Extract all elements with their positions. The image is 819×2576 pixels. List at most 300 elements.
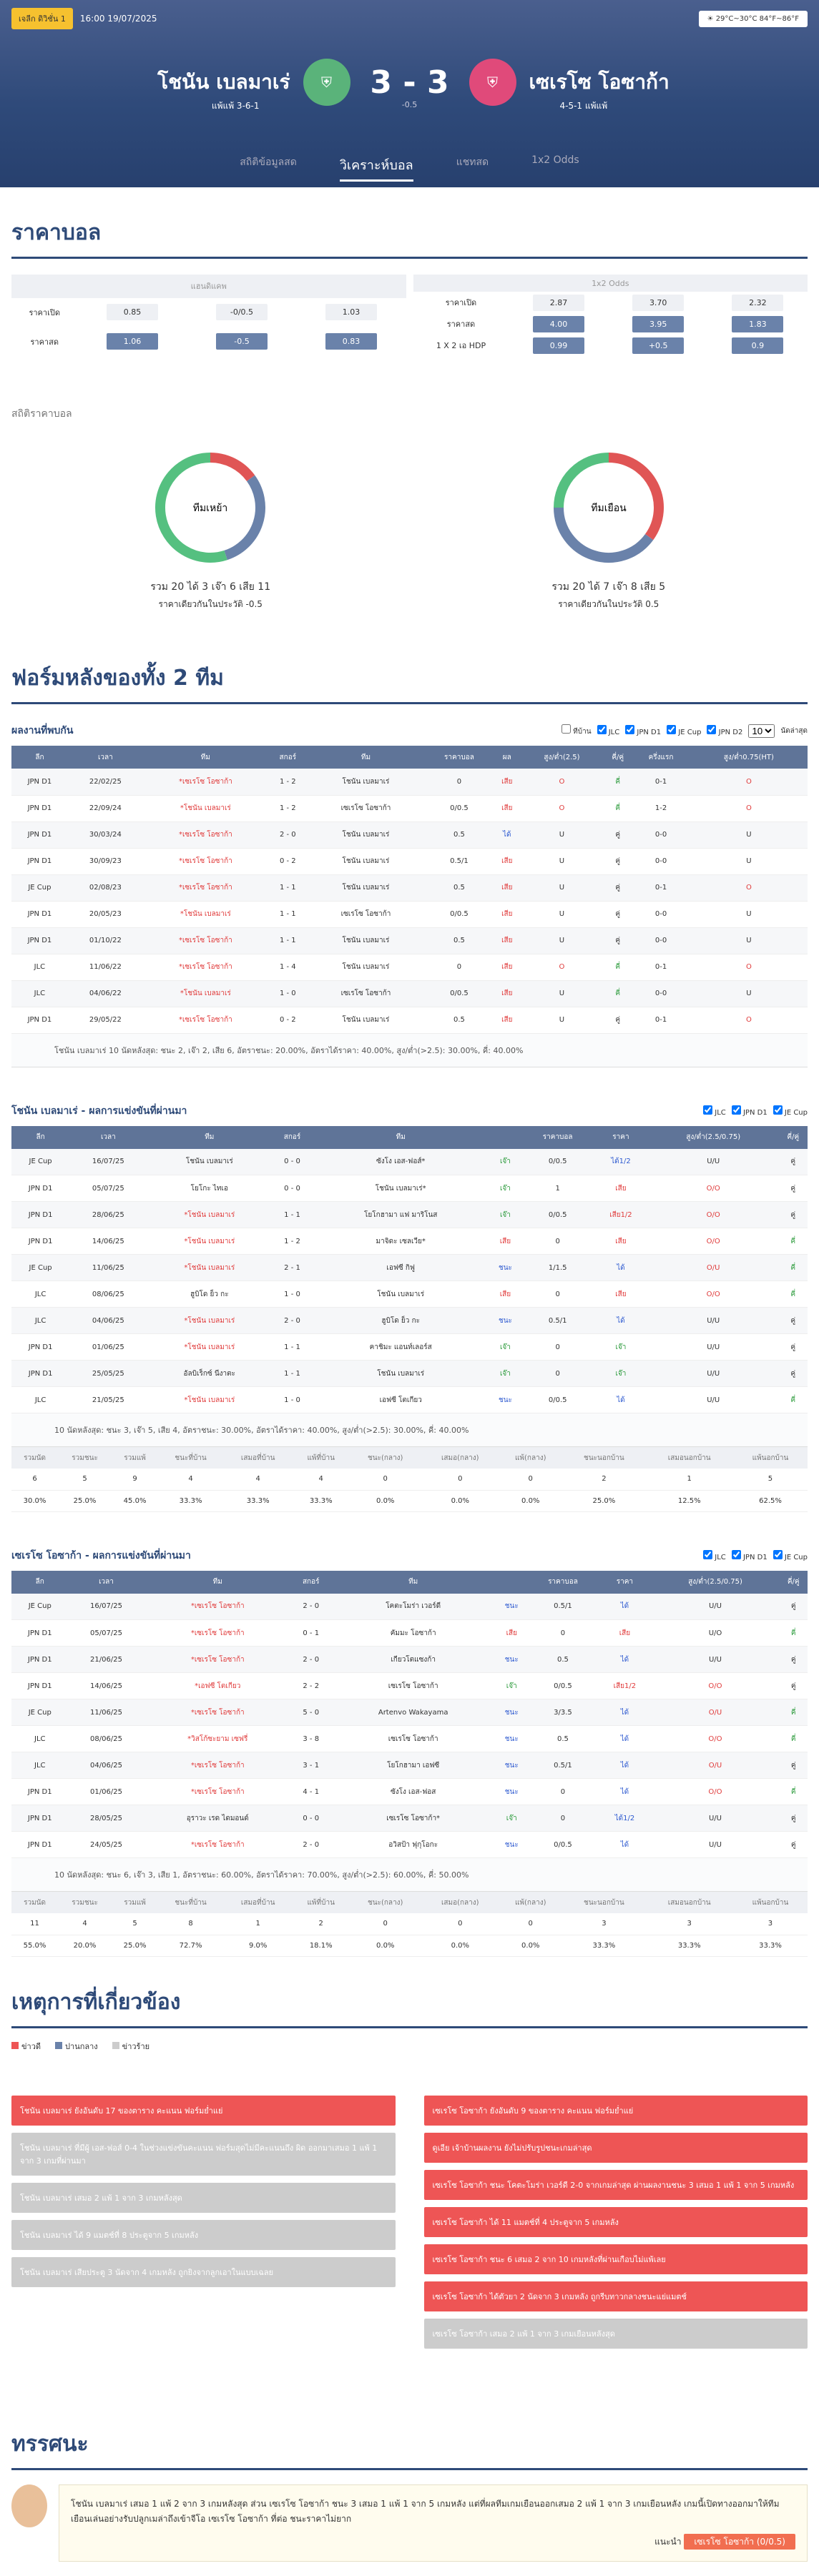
stat-cell: 33.3% [223, 1490, 293, 1511]
col-header: เวลา [69, 1571, 144, 1594]
table-row[interactable] [11, 1202, 808, 1228]
table-cell: JPN D1 [11, 848, 68, 874]
table-cell: *เซเรโซ โอซาก้า [143, 927, 268, 954]
stat-cell: 25.0% [58, 1490, 112, 1511]
table-cell: JLC [11, 1281, 69, 1308]
table-cell: *เซเรโซ โอซาก้า [144, 1752, 291, 1779]
stat-header: เสมอที่บ้าน [223, 1447, 293, 1469]
table-cell: ได้ [598, 1779, 651, 1805]
filter-je-cup[interactable]: JE Cup [773, 1550, 808, 1561]
table-cell: เจ๊า [594, 1334, 648, 1361]
event-item[interactable]: โชนัน เบลมาเร่ เสมอ 2 แพ้ 1 จาก 3 เกมหลังสุด [11, 2183, 396, 2213]
event-item[interactable]: โชนัน เบลมาเร่ ได้ 9 แมตช์ที่ 8 ประตูจาก 5 เกมหลัง [11, 2220, 396, 2250]
col-header [489, 1126, 522, 1149]
filter-jpn-d2[interactable]: JPN D2 [707, 725, 742, 736]
match-tabs [0, 150, 819, 182]
odds-cell: 0.99 [533, 337, 584, 354]
table-cell: *โชนัน เบลมาเร่ [147, 1308, 272, 1334]
table-cell: ได้1/2 [598, 1805, 651, 1832]
table-cell: 1 [521, 1175, 594, 1202]
table-cell: โยโกฮามา เอฟซี [331, 1752, 496, 1779]
table-cell: *โชนัน เบลมาเร่ [143, 980, 268, 1007]
table-row[interactable] [11, 1281, 808, 1308]
table-row[interactable] [11, 1673, 808, 1699]
odds-cell: 4.00 [533, 316, 584, 332]
table-cell: 1 - 1 [272, 1202, 313, 1228]
filter-jpn-d1[interactable]: JPN D1 [732, 1550, 767, 1561]
table-cell: JPN D1 [11, 1202, 69, 1228]
table-cell: 1 - 1 [268, 901, 308, 927]
table-cell: JPN D1 [11, 1805, 69, 1832]
table-cell: O/O [648, 1175, 779, 1202]
col-header: สกอร์ [291, 1571, 331, 1594]
tab-analysis[interactable]: วิเคราะห์บอล [340, 150, 413, 182]
table-cell: คี่ [604, 795, 632, 821]
table-row[interactable] [11, 1255, 808, 1281]
table-cell: เสีย [496, 1620, 528, 1647]
table-cell: 0-0 [632, 821, 690, 848]
table-cell: 0 - 1 [291, 1620, 331, 1647]
table-cell: อุราวะ เรด ไดมอนด์ [144, 1805, 291, 1832]
home-donut-chart [153, 450, 268, 565]
weather-text: 29°C~30°C 84°F~86°F [715, 14, 799, 23]
table-row[interactable] [11, 1805, 808, 1832]
table-cell: คี่ [779, 1387, 808, 1413]
table-row[interactable] [11, 795, 808, 821]
table-cell: คี่ [779, 1620, 808, 1647]
table-cell: O [690, 769, 808, 795]
h2h-title: ผลงานที่พบกัน [11, 725, 74, 736]
table-cell: 0.5/1 [528, 1594, 599, 1620]
table-cell: U/U [652, 1594, 780, 1620]
table-row[interactable] [11, 1752, 808, 1779]
table-cell: U [690, 821, 808, 848]
filter-jpn-d1[interactable]: JPN D1 [625, 725, 661, 736]
table-cell: 04/06/25 [69, 1752, 144, 1779]
table-cell: โยโกฮามา แฟ มาริโนส [313, 1202, 489, 1228]
table-cell: 11/06/25 [69, 1255, 147, 1281]
1x2-odds-header: 1x2 Odds [413, 275, 808, 292]
table-cell: 05/07/25 [69, 1620, 144, 1647]
table-cell: เสีย [494, 769, 520, 795]
table-cell: 0 [424, 769, 494, 795]
table-cell: คี่ [779, 1228, 808, 1255]
match-count-select[interactable] [748, 724, 775, 738]
table-cell: 3/3.5 [528, 1699, 599, 1726]
table-cell: *เซเรโซ โอซาก้า [143, 848, 268, 874]
stat-cell: 0.0% [421, 1935, 499, 1956]
home-form: แพ้แพ้ 3-6-1 [211, 101, 260, 111]
donut-center-label: ทีมเยือน [591, 503, 627, 514]
table-cell: U [520, 927, 604, 954]
table-cell: คี่ [779, 1699, 808, 1726]
stat-cell: 1 [645, 1469, 733, 1490]
table-row[interactable] [11, 1361, 808, 1387]
table-row[interactable] [11, 1779, 808, 1805]
donut-slice-เสีย [559, 458, 609, 508]
table-cell: 1 - 0 [268, 980, 308, 1007]
table-cell: 0 [528, 1620, 599, 1647]
form-section-title: ฟอร์มหลังของทั้ง 2 ทีม [11, 633, 808, 704]
table-cell: คู่ [779, 1647, 808, 1673]
table-cell: 2 - 0 [268, 821, 308, 848]
table-cell: ได้ [494, 821, 520, 848]
event-item[interactable]: โชนัน เบลมาเร่ เสียประตู 3 นัดจาก 4 เกมหลัง ถูกยิงจากลูกเอาในแบบเฉลย [11, 2257, 396, 2287]
table-cell: ได้ [598, 1726, 651, 1752]
table-cell: *เซเรโซ โอซาก้า [143, 874, 268, 901]
table-cell: 0 - 0 [272, 1175, 313, 1202]
table-cell: ได้ [598, 1832, 651, 1858]
filter-je-cup[interactable]: JE Cup [773, 1105, 808, 1117]
stat-cell: 20.0% [58, 1935, 112, 1956]
table-cell: ได้ [594, 1255, 648, 1281]
table-cell: 2 - 1 [272, 1255, 313, 1281]
table-cell: 0-0 [632, 927, 690, 954]
table-cell: JLC [11, 954, 68, 980]
league-badge[interactable]: เจลีก ดิวิชั่น 1 [11, 8, 73, 29]
table-cell: *เซเรโซ โอซาก้า [144, 1699, 291, 1726]
tab-live-stats[interactable]: สถิติข้อมูลสด [240, 157, 297, 168]
table-cell: U [520, 901, 604, 927]
table-cell: 0/0.5 [424, 980, 494, 1007]
table-row[interactable] [11, 1007, 808, 1033]
table-cell: JE Cup [11, 1255, 69, 1281]
table-cell: เสีย [494, 1007, 520, 1033]
events-columns [11, 2096, 808, 2356]
table-cell: 0/0.5 [521, 1387, 594, 1413]
stat-cell: 25.0% [112, 1935, 158, 1956]
odds-cell: 1.83 [732, 316, 783, 332]
table-cell: 0 [424, 954, 494, 980]
table-cell: 0/0.5 [521, 1202, 594, 1228]
table-cell: 0 - 2 [268, 1007, 308, 1033]
table-cell: 0 - 0 [272, 1149, 313, 1175]
odds-cell: 0.9 [732, 337, 783, 354]
odds-cell: 3.95 [632, 316, 684, 332]
odds-cell: +0.5 [632, 337, 684, 354]
table-cell: เสีย [494, 795, 520, 821]
col-header: สูง/ต่ำ(2.5/0.75) [652, 1571, 780, 1594]
table-cell: ชนะ [489, 1387, 522, 1413]
table-cell: 08/06/25 [69, 1281, 147, 1308]
table-cell: คู่ [779, 1361, 808, 1387]
event-item[interactable]: ดูเอีย เจ้าบ้านผลงาน ยังไม่ปรับรูปชนะเกมล่าสุด [424, 2133, 808, 2163]
odds-cell: 1.06 [107, 333, 158, 350]
table-cell: คู่ [779, 1594, 808, 1620]
table-cell: ชนะ [489, 1255, 522, 1281]
table-row[interactable] [11, 1228, 808, 1255]
col-header: ราคาบอล [528, 1571, 599, 1594]
table-cell: เกียวโตแซงก้า [331, 1647, 496, 1673]
stat-cell: 25.0% [562, 1490, 645, 1511]
stat-cell: 55.0% [11, 1935, 58, 1956]
event-item[interactable]: เซเรโซ โอซาก้า ชนะ โคตะโมร่า เวอร์ดี 2-0 จากเกมล่าสุด ผ่านผลงานชนะ 3 เสมอ 1 แพ้ 1 จาก 5 เกมหลัง [424, 2170, 808, 2200]
table-cell: 14/06/25 [69, 1673, 144, 1699]
event-item[interactable]: เซเรโซ โอซาก้า เสมอ 2 แพ้ 1 จาก 3 เกมเยือนหลังสุด [424, 2319, 808, 2349]
opinion-section-title: ทรรศนะ [11, 2399, 808, 2470]
table-cell: JPN D1 [11, 927, 68, 954]
table-row[interactable] [11, 1149, 808, 1175]
table-cell: เจ๊า [496, 1805, 528, 1832]
table-cell: ชนะ [496, 1726, 528, 1752]
away-recent-summary: 10 นัดหลังสุด: ชนะ 6, เจ๊า 3, เสีย 1, อัตราชนะ: 60.00%, อัตราได้ราคา: 70.00%, สูง/ต่ำ(>2.5): 60.00%, คี่: 50.00% [11, 1858, 808, 1892]
table-cell: เอฟซี กิฟู [313, 1255, 489, 1281]
table-cell: คี่ [604, 980, 632, 1007]
event-item[interactable]: โชนัน เบลมาเร่ ยังอันดับ 17 ของตาราง คะแนน ฟอร์มย่ำแย่ [11, 2096, 396, 2126]
table-cell: เซเรโซ โอซาก้า* [331, 1805, 496, 1832]
table-cell: เจ๊า [489, 1334, 522, 1361]
table-cell: 0.5/1 [424, 848, 494, 874]
handicap-odds-header: แฮนดิแคพ [11, 275, 406, 298]
table-cell: เสีย [494, 901, 520, 927]
table-cell: O [520, 954, 604, 980]
table-cell: เสีย [494, 954, 520, 980]
table-row[interactable] [11, 1308, 808, 1334]
table-row[interactable] [11, 980, 808, 1007]
col-header [496, 1571, 528, 1594]
stat-header: แพ้(กลาง) [499, 1892, 562, 1913]
col-header: ลีก [11, 1571, 69, 1594]
col-header: ทีม [308, 746, 424, 769]
col-header: สกอร์ [272, 1126, 313, 1149]
odds-cell: 2.32 [732, 295, 783, 311]
table-cell: คู่ [779, 1832, 808, 1858]
stat-header: รวมแพ้ [112, 1892, 158, 1913]
table-row[interactable] [11, 848, 808, 874]
event-item[interactable]: โชนัน เบลมาเร่ ที่มีผู้ เอส-ฟอส์ 0-4 ในช่วงแข่งขันคะแนน ฟอร์มสุดไม่มีคะแนนถึง ผิด ออกมาเสมอ 1 แพ้ 1 จาก 3 เกมที่ผ่านมา [11, 2133, 396, 2176]
table-row[interactable] [11, 1175, 808, 1202]
table-row[interactable] [11, 1647, 808, 1673]
away-recent-stats-table [11, 1892, 808, 1957]
donut-slice-ได้ [609, 458, 659, 537]
table-cell: เจ๊า [594, 1361, 648, 1387]
odds-cell: 0.85 [107, 304, 158, 320]
table-cell: O [520, 769, 604, 795]
table-cell: เจ๊า [496, 1673, 528, 1699]
stat-cell: 33.3% [158, 1490, 223, 1511]
table-cell: โชนัน เบลมาเร่ [313, 1361, 489, 1387]
table-cell: JPN D1 [11, 901, 68, 927]
stat-header: แพ้นอกบ้าน [733, 1447, 808, 1469]
table-cell: 30/03/24 [68, 821, 143, 848]
filter-je-cup[interactable]: JE Cup [667, 725, 701, 736]
odds-live-label: ราคาสด [30, 337, 59, 347]
home-score: 3 [370, 64, 393, 101]
odds-cell: 0.83 [325, 333, 377, 350]
table-cell: 3 - 1 [291, 1752, 331, 1779]
tab-live-chat[interactable]: แชทสด [456, 157, 489, 168]
table-cell: 0 - 0 [291, 1805, 331, 1832]
table-cell: คู่ [604, 874, 632, 901]
col-header: ทีม [144, 1571, 291, 1594]
table-cell: U [690, 980, 808, 1007]
table-row[interactable] [11, 1334, 808, 1361]
table-cell: 0-1 [632, 1007, 690, 1033]
event-item[interactable]: เซเรโซ โอซาก้า ได้ 11 แมตช์ที่ 4 ประตูจาก 5 เกมหลัง [424, 2207, 808, 2237]
table-cell: ชนะ [489, 1308, 522, 1334]
odds-cell: -0/0.5 [216, 304, 268, 320]
away-team-name[interactable]: เซเรโซ โอซาก้า [529, 70, 670, 94]
filter-home[interactable]: ทีบ้าน [561, 724, 592, 737]
table-row[interactable] [11, 1832, 808, 1858]
table-cell: *วิสโก้ซะยาม เซฟรี่ [144, 1726, 291, 1752]
col-header: คี่/คู่ [604, 746, 632, 769]
home-team-crest-icon: ⛨ [303, 59, 350, 106]
col-header: สูง/ต่ำ(2.5) [520, 746, 604, 769]
home-team-name[interactable]: โชนัน เบลมาเร่ [157, 70, 290, 94]
home-donut-sub: ราคาเดียวกันในประวัติ -0.5 [158, 599, 263, 609]
table-cell: JE Cup [11, 874, 68, 901]
odds-cell: 2.87 [533, 295, 584, 311]
filter-jpn-d1[interactable]: JPN D1 [732, 1105, 767, 1117]
legend-neutral: ปานกลาง [55, 2040, 98, 2053]
col-header: เวลา [68, 746, 143, 769]
filter-jlc[interactable]: JLC [703, 1105, 726, 1117]
stat-header: เสมอที่บ้าน [223, 1892, 293, 1913]
filter-jlc[interactable]: JLC [597, 725, 620, 736]
table-cell: 0.5/1 [528, 1752, 599, 1779]
table-cell: *โชนัน เบลมาเร่ [147, 1334, 272, 1361]
table-cell: โชนัน เบลมาเร่ [308, 927, 424, 954]
table-row[interactable] [11, 769, 808, 795]
col-header: สกอร์ [268, 746, 308, 769]
stat-cell: 5 [733, 1469, 808, 1490]
table-cell: U [520, 874, 604, 901]
table-cell: 0-1 [632, 954, 690, 980]
col-header: ราคาบอล [424, 746, 494, 769]
table-cell: 3 - 8 [291, 1726, 331, 1752]
table-cell: คู่ [779, 1202, 808, 1228]
table-cell: *โชนัน เบลมาเร่ [147, 1202, 272, 1228]
stat-cell: 8 [158, 1913, 223, 1935]
table-row[interactable] [11, 1699, 808, 1726]
filter-jlc[interactable]: JLC [703, 1550, 726, 1561]
table-cell: ซังโง เอส-ฟอส์* [313, 1149, 489, 1175]
col-header: คี่/คู่ [779, 1126, 808, 1149]
col-header: ผล [494, 746, 520, 769]
table-cell: 28/06/25 [69, 1202, 147, 1228]
stat-header: ชนะนอกบ้าน [562, 1892, 645, 1913]
table-row[interactable] [11, 901, 808, 927]
table-cell: O/U [652, 1752, 780, 1779]
table-cell: 04/06/22 [68, 980, 143, 1007]
table-cell: JPN D1 [11, 821, 68, 848]
table-cell: JPN D1 [11, 769, 68, 795]
table-cell: 4 - 1 [291, 1779, 331, 1805]
table-cell: โชนัน เบลมาเร่ [308, 874, 424, 901]
table-cell: เซเรโซ โอซาก้า [308, 980, 424, 1007]
table-row[interactable] [11, 927, 808, 954]
table-cell: 2 - 0 [272, 1308, 313, 1334]
table-cell: *เซเรโซ โอซาก้า [144, 1779, 291, 1805]
table-row[interactable] [11, 954, 808, 980]
table-cell: *เซเรโซ โอซาก้า [143, 954, 268, 980]
table-row[interactable] [11, 874, 808, 901]
table-cell: เสีย [494, 874, 520, 901]
table-cell: ฮูบิโด ย็ว กะ [313, 1308, 489, 1334]
table-cell: ชนะ [496, 1779, 528, 1805]
col-header: ทีม [143, 746, 268, 769]
stat-header: รวมนัด [11, 1447, 58, 1469]
table-cell: 22/02/25 [68, 769, 143, 795]
away-team-crest-icon: ⛨ [469, 59, 516, 106]
event-item[interactable]: เซเรโซ โอซาก้า ชนะ 6 เสมอ 2 จาก 10 เกมหลังที่ผ่านเกือบไม่แพ้เลย [424, 2244, 808, 2274]
donut-slice-เจ๊า [559, 508, 649, 558]
col-header: สูง/ต่ำ0.75(HT) [690, 746, 808, 769]
table-cell: โชนัน เบลมาเร่ [308, 848, 424, 874]
1x2-odds-table [413, 275, 808, 356]
stat-cell: 9.0% [223, 1935, 293, 1956]
table-cell: โชนัน เบลมาเร่ [308, 769, 424, 795]
table-cell: U/U [648, 1308, 779, 1334]
home-recent-title: โชนัน เบลมาเร่ - ผลการแข่งขันที่ผ่านมา [11, 1105, 187, 1117]
odds-live-label: ราคาสด [446, 320, 476, 329]
legend-bad: ข่าวร้าย [112, 2040, 149, 2053]
table-cell: JPN D1 [11, 1779, 69, 1805]
table-cell: 0.5 [424, 874, 494, 901]
table-cell: คี่ [604, 954, 632, 980]
opinion-box [11, 2484, 808, 2562]
table-row[interactable] [11, 1620, 808, 1647]
stat-cell: 4 [158, 1469, 223, 1490]
stat-header: เสมอนอกบ้าน [645, 1447, 733, 1469]
table-cell: JPN D1 [11, 1361, 69, 1387]
table-row[interactable] [11, 1594, 808, 1620]
stat-cell: 1 [223, 1913, 293, 1935]
table-cell: *เอฟซี โตเกียว [144, 1673, 291, 1699]
table-row[interactable] [11, 1726, 808, 1752]
donut-slice-ได้ [210, 458, 251, 478]
match-header [0, 0, 819, 187]
table-cell: คี่ [779, 1281, 808, 1308]
table-cell: 30/09/23 [68, 848, 143, 874]
table-cell: JPN D1 [11, 795, 68, 821]
event-item[interactable]: เซเรโซ โอซาก้า ได้ตัวยา 2 นัดจาก 3 เกมหลัง ถูกรีบทาวกลางชนะแย่แมตช์ [424, 2281, 808, 2311]
odds-donut-charts [11, 450, 808, 611]
weather-badge: ☀ 29°C~30°C 84°F~86°F [699, 11, 808, 27]
table-cell: O [690, 795, 808, 821]
pick-badge[interactable]: เซเรโซ โอซาก้า (0/0.5) [684, 2534, 795, 2550]
table-cell: คู่ [604, 927, 632, 954]
col-header: ทีม [147, 1126, 272, 1149]
table-cell: 1 - 2 [268, 795, 308, 821]
table-cell: 0.5 [424, 821, 494, 848]
stat-cell: 3 [562, 1913, 645, 1935]
table-cell: คี่ [779, 1779, 808, 1805]
table-cell: เอฟซี โตเกียว [313, 1387, 489, 1413]
table-cell: 0 [528, 1805, 599, 1832]
stat-cell: 0.0% [349, 1935, 421, 1956]
table-cell: เสีย [594, 1228, 648, 1255]
event-item[interactable]: เซเรโซ โอซาก้า ยังอันดับ 9 ของตาราง คะแนน ฟอร์มย่ำแย่ [424, 2096, 808, 2126]
events-section-title: เหตุการที่เกี่ยวข้อง [11, 1957, 808, 2028]
table-cell: *โชนัน เบลมาเร่ [143, 901, 268, 927]
away-form: 4-5-1 แพ้แพ้ [559, 101, 608, 111]
table-cell: 0 [521, 1228, 594, 1255]
table-cell: 22/09/24 [68, 795, 143, 821]
table-cell: ได้ [598, 1594, 651, 1620]
donut-slice-เจ๊า [226, 478, 260, 556]
table-cell: ได้ [598, 1752, 651, 1779]
table-cell: 1-2 [632, 795, 690, 821]
col-header: ราคา [594, 1126, 648, 1149]
table-cell: เสีย [489, 1281, 522, 1308]
table-row[interactable] [11, 821, 808, 848]
table-cell: เสีย [594, 1281, 648, 1308]
table-row[interactable] [11, 1387, 808, 1413]
table-cell: U/O [652, 1620, 780, 1647]
tab-1x2-odds[interactable]: 1x2 Odds [531, 154, 579, 166]
